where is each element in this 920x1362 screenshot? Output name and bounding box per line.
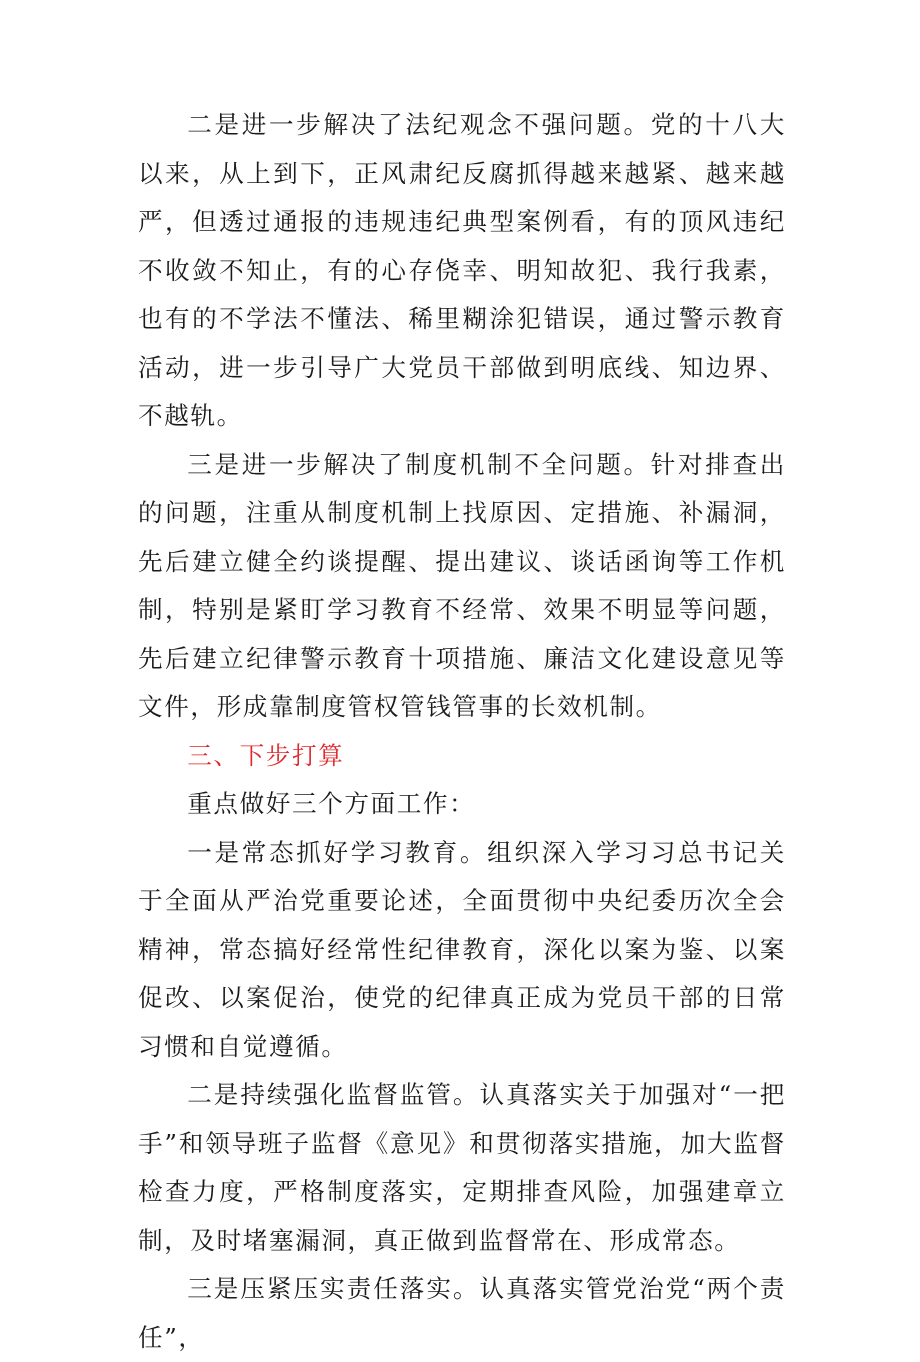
- paragraph-legal-awareness: 二是进一步解决了法纪观念不强问题。党的十八大以来，从上到下，正风肃纪反腐抓得越来越紧、越来越严，但透过通报的违规违纪典型案例看，有的顶风违纪不收敛不知止，有的心存侥幸、明知故犯、我行我素，也有的不学法不懂法、稀里糊涂犯错误，通过警示教育活动，进一步引导广大党员干部做到明底线、知边界、不越轨。: [138, 110, 786, 430]
- plan-item-responsibility: 三是压紧压实责任落实。认真落实管党治党“两个责任”，: [138, 1274, 786, 1352]
- section-heading: 三、下步打算: [187, 740, 345, 770]
- document-body: [138, 101, 786, 1362]
- plan-item-study-education: 一是常态抓好学习教育。组织深入学习习总书记关于全面从严治党重要论述，全面贯彻中央纪委历次全会精神，常态搞好经常性纪律教育，深化以案为鉴、以案促改、以案促治，使党的纪律真正成为党员干部的日常习惯和自觉遵循。: [138, 837, 786, 1061]
- plan-item-supervision: 二是持续强化监督监管。认真落实关于加强对“一把手”和领导班子监督《意见》和贯彻落实措施，加大监督检查力度，严格制度落实，定期排查风险，加强建章立制，及时堵塞漏洞，真正做到监督常在、形成常态。: [138, 1080, 786, 1255]
- section-intro: 重点做好三个方面工作：: [187, 789, 476, 818]
- paragraph-system-mechanism: 三是进一步解决了制度机制不全问题。针对排查出的问题，注重从制度机制上找原因、定措施、补漏洞，先后建立健全约谈提醒、提出建议、谈话函询等工作机制，特别是紧盯学习教育不经常、效果不明显等问题，先后建立纪律警示教育十项措施、廉洁文化建设意见等文件，形成靠制度管权管钱管事的长效机制。: [138, 449, 786, 721]
